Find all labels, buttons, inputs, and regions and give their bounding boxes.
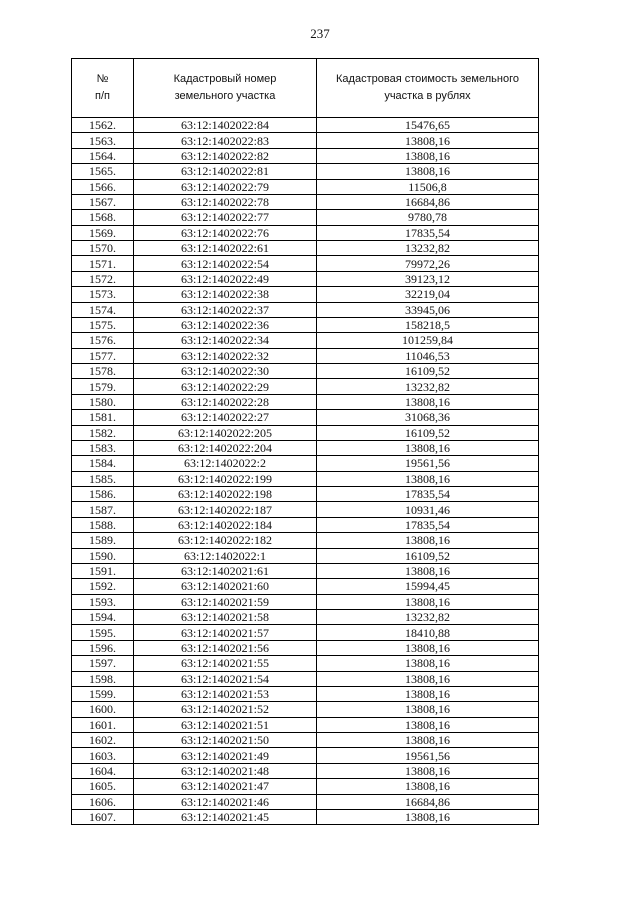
row-number-cell: 1600. bbox=[72, 702, 134, 717]
cadastral-number-cell: 63:12:1402022:36 bbox=[134, 317, 317, 332]
table-row bbox=[72, 656, 539, 671]
row-number-cell: 1587. bbox=[72, 502, 134, 517]
row-number-cell: 1574. bbox=[72, 302, 134, 317]
row-number-cell: 1597. bbox=[72, 656, 134, 671]
row-number-cell: 1564. bbox=[72, 148, 134, 163]
cadastral-number-cell: 63:12:1402022:182 bbox=[134, 533, 317, 548]
row-number-cell: 1598. bbox=[72, 671, 134, 686]
table-row bbox=[72, 640, 539, 655]
cadastral-number-cell: 63:12:1402022:76 bbox=[134, 225, 317, 240]
cadastral-value-cell: 13808,16 bbox=[317, 440, 539, 455]
table-row bbox=[72, 410, 539, 425]
cadastral-number-cell: 63:12:1402022:54 bbox=[134, 256, 317, 271]
cadastral-value-cell: 39123,12 bbox=[317, 271, 539, 286]
cadastral-value-cell: 10931,46 bbox=[317, 502, 539, 517]
table-row bbox=[72, 548, 539, 563]
cadastral-value-cell: 13808,16 bbox=[317, 733, 539, 748]
cadastral-value-cell: 13808,16 bbox=[317, 656, 539, 671]
table-row bbox=[72, 179, 539, 194]
table-row bbox=[72, 471, 539, 486]
cadastral-value-cell: 13808,16 bbox=[317, 148, 539, 163]
header-cadastral-value: Кадастровая стоимость земельного участка в рублях bbox=[317, 59, 539, 118]
row-number-cell: 1591. bbox=[72, 563, 134, 578]
row-number-cell: 1573. bbox=[72, 287, 134, 302]
table-row bbox=[72, 394, 539, 409]
cadastral-number-cell: 63:12:1402022:61 bbox=[134, 241, 317, 256]
cadastral-number-cell: 63:12:1402022:84 bbox=[134, 118, 317, 133]
cadastral-number-cell: 63:12:1402021:60 bbox=[134, 579, 317, 594]
cadastral-value-cell: 33945,06 bbox=[317, 302, 539, 317]
cadastral-value-cell: 16109,52 bbox=[317, 548, 539, 563]
row-number-cell: 1596. bbox=[72, 640, 134, 655]
row-number-cell: 1568. bbox=[72, 210, 134, 225]
cadastral-number-cell: 63:12:1402022:30 bbox=[134, 364, 317, 379]
cadastral-number-cell: 63:12:1402022:32 bbox=[134, 348, 317, 363]
row-number-cell: 1589. bbox=[72, 533, 134, 548]
row-number-cell: 1590. bbox=[72, 548, 134, 563]
row-number-cell: 1594. bbox=[72, 610, 134, 625]
cadastral-number-cell: 63:12:1402021:58 bbox=[134, 610, 317, 625]
cadastral-value-cell: 13808,16 bbox=[317, 471, 539, 486]
cadastral-value-cell: 13808,16 bbox=[317, 779, 539, 794]
row-number-cell: 1580. bbox=[72, 394, 134, 409]
row-number-cell: 1605. bbox=[72, 779, 134, 794]
table-row bbox=[72, 717, 539, 732]
table-row bbox=[72, 779, 539, 794]
cadastral-number-cell: 63:12:1402021:49 bbox=[134, 748, 317, 763]
cadastral-number-cell: 63:12:1402021:61 bbox=[134, 563, 317, 578]
cadastral-number-cell: 63:12:1402021:47 bbox=[134, 779, 317, 794]
cadastral-value-cell: 13808,16 bbox=[317, 671, 539, 686]
cadastral-value-cell: 13808,16 bbox=[317, 563, 539, 578]
cadastral-number-cell: 63:12:1402022:205 bbox=[134, 425, 317, 440]
cadastral-value-cell: 19561,56 bbox=[317, 748, 539, 763]
cadastral-value-cell: 16109,52 bbox=[317, 425, 539, 440]
cadastral-number-cell: 63:12:1402022:1 bbox=[134, 548, 317, 563]
row-number-cell: 1575. bbox=[72, 317, 134, 332]
row-number-cell: 1583. bbox=[72, 440, 134, 455]
table-row bbox=[72, 379, 539, 394]
table-row bbox=[72, 148, 539, 163]
table-row bbox=[72, 748, 539, 763]
cadastral-number-cell: 63:12:1402021:52 bbox=[134, 702, 317, 717]
cadastral-value-cell: 101259,84 bbox=[317, 333, 539, 348]
table-row bbox=[72, 625, 539, 640]
cadastral-number-cell: 63:12:1402021:45 bbox=[134, 809, 317, 824]
row-number-cell: 1607. bbox=[72, 809, 134, 824]
row-number-cell: 1603. bbox=[72, 748, 134, 763]
cadastral-value-cell: 15994,45 bbox=[317, 579, 539, 594]
cadastral-value-cell: 13808,16 bbox=[317, 686, 539, 701]
table-row bbox=[72, 594, 539, 609]
row-number-cell: 1592. bbox=[72, 579, 134, 594]
table-row bbox=[72, 533, 539, 548]
table-row bbox=[72, 733, 539, 748]
cadastral-number-cell: 63:12:1402022:198 bbox=[134, 487, 317, 502]
row-number-cell: 1576. bbox=[72, 333, 134, 348]
header-cadastral-number: Кадастровый номер земельного участка bbox=[134, 59, 317, 118]
table-row bbox=[72, 302, 539, 317]
cadastral-value-cell: 13232,82 bbox=[317, 610, 539, 625]
cadastral-value-cell: 16109,52 bbox=[317, 364, 539, 379]
cadastral-number-cell: 63:12:1402022:204 bbox=[134, 440, 317, 455]
row-number-cell: 1606. bbox=[72, 794, 134, 809]
table-row bbox=[72, 271, 539, 286]
cadastral-number-cell: 63:12:1402022:38 bbox=[134, 287, 317, 302]
table-row bbox=[72, 809, 539, 824]
table-row bbox=[72, 517, 539, 532]
cadastral-number-cell: 63:12:1402022:37 bbox=[134, 302, 317, 317]
table-row bbox=[72, 425, 539, 440]
header-row-number: № п/п bbox=[72, 59, 134, 118]
table-row bbox=[72, 456, 539, 471]
cadastral-value-cell: 13808,16 bbox=[317, 763, 539, 778]
cadastral-number-cell: 63:12:1402021:55 bbox=[134, 656, 317, 671]
cadastral-value-cell: 13808,16 bbox=[317, 164, 539, 179]
cadastral-value-cell: 13808,16 bbox=[317, 133, 539, 148]
page-number: 237 bbox=[310, 26, 330, 41]
table-header-row bbox=[72, 59, 539, 118]
cadastral-number-cell: 63:12:1402021:50 bbox=[134, 733, 317, 748]
table-row bbox=[72, 256, 539, 271]
cadastral-value-cell: 16684,86 bbox=[317, 194, 539, 209]
cadastral-number-cell: 63:12:1402021:56 bbox=[134, 640, 317, 655]
table-row bbox=[72, 225, 539, 240]
table-row bbox=[72, 210, 539, 225]
cadastral-value-cell: 13232,82 bbox=[317, 379, 539, 394]
row-number-cell: 1593. bbox=[72, 594, 134, 609]
row-number-cell: 1601. bbox=[72, 717, 134, 732]
table-row bbox=[72, 502, 539, 517]
cadastral-value-cell: 11506,8 bbox=[317, 179, 539, 194]
cadastral-number-cell: 63:12:1402022:28 bbox=[134, 394, 317, 409]
cadastral-value-cell: 32219,04 bbox=[317, 287, 539, 302]
row-number-cell: 1572. bbox=[72, 271, 134, 286]
cadastral-number-cell: 63:12:1402022:34 bbox=[134, 333, 317, 348]
cadastral-value-table bbox=[71, 58, 539, 825]
cadastral-number-cell: 63:12:1402022:29 bbox=[134, 379, 317, 394]
cadastral-value-cell: 13808,16 bbox=[317, 394, 539, 409]
cadastral-number-cell: 63:12:1402021:53 bbox=[134, 686, 317, 701]
cadastral-number-cell: 63:12:1402022:27 bbox=[134, 410, 317, 425]
row-number-cell: 1565. bbox=[72, 164, 134, 179]
cadastral-value-cell: 13808,16 bbox=[317, 533, 539, 548]
table-row bbox=[72, 348, 539, 363]
cadastral-number-cell: 63:12:1402022:49 bbox=[134, 271, 317, 286]
cadastral-number-cell: 63:12:1402021:48 bbox=[134, 763, 317, 778]
table-body bbox=[72, 118, 539, 825]
row-number-cell: 1604. bbox=[72, 763, 134, 778]
row-number-cell: 1586. bbox=[72, 487, 134, 502]
cadastral-value-cell: 16684,86 bbox=[317, 794, 539, 809]
table-row bbox=[72, 317, 539, 332]
cadastral-number-cell: 63:12:1402022:83 bbox=[134, 133, 317, 148]
cadastral-number-cell: 63:12:1402021:46 bbox=[134, 794, 317, 809]
row-number-cell: 1562. bbox=[72, 118, 134, 133]
cadastral-value-cell: 158218,5 bbox=[317, 317, 539, 332]
table-row bbox=[72, 610, 539, 625]
row-number-cell: 1563. bbox=[72, 133, 134, 148]
cadastral-value-cell: 17835,54 bbox=[317, 225, 539, 240]
cadastral-value-cell: 13808,16 bbox=[317, 809, 539, 824]
row-number-cell: 1569. bbox=[72, 225, 134, 240]
cadastral-number-cell: 63:12:1402022:2 bbox=[134, 456, 317, 471]
table-row bbox=[72, 440, 539, 455]
table-row bbox=[72, 118, 539, 133]
cadastral-number-cell: 63:12:1402021:54 bbox=[134, 671, 317, 686]
cadastral-value-cell: 13232,82 bbox=[317, 241, 539, 256]
cadastral-number-cell: 63:12:1402022:184 bbox=[134, 517, 317, 532]
cadastral-value-cell: 13808,16 bbox=[317, 594, 539, 609]
table-row bbox=[72, 763, 539, 778]
row-number-cell: 1585. bbox=[72, 471, 134, 486]
row-number-cell: 1599. bbox=[72, 686, 134, 701]
cadastral-number-cell: 63:12:1402021:57 bbox=[134, 625, 317, 640]
table-row bbox=[72, 702, 539, 717]
row-number-cell: 1578. bbox=[72, 364, 134, 379]
row-number-cell: 1579. bbox=[72, 379, 134, 394]
row-number-cell: 1588. bbox=[72, 517, 134, 532]
table-row bbox=[72, 563, 539, 578]
row-number-cell: 1571. bbox=[72, 256, 134, 271]
cadastral-number-cell: 63:12:1402022:77 bbox=[134, 210, 317, 225]
table-row bbox=[72, 671, 539, 686]
cadastral-value-cell: 15476,65 bbox=[317, 118, 539, 133]
table-row bbox=[72, 686, 539, 701]
row-number-cell: 1570. bbox=[72, 241, 134, 256]
cadastral-value-cell: 31068,36 bbox=[317, 410, 539, 425]
row-number-cell: 1595. bbox=[72, 625, 134, 640]
cadastral-number-cell: 63:12:1402022:82 bbox=[134, 148, 317, 163]
row-number-cell: 1577. bbox=[72, 348, 134, 363]
table-row bbox=[72, 333, 539, 348]
cadastral-number-cell: 63:12:1402022:199 bbox=[134, 471, 317, 486]
cadastral-value-cell: 19561,56 bbox=[317, 456, 539, 471]
table-row bbox=[72, 287, 539, 302]
cadastral-value-cell: 18410,88 bbox=[317, 625, 539, 640]
cadastral-value-cell: 13808,16 bbox=[317, 640, 539, 655]
cadastral-value-cell: 9780,78 bbox=[317, 210, 539, 225]
row-number-cell: 1582. bbox=[72, 425, 134, 440]
cadastral-value-cell: 13808,16 bbox=[317, 702, 539, 717]
table-row bbox=[72, 794, 539, 809]
cadastral-number-cell: 63:12:1402022:187 bbox=[134, 502, 317, 517]
cadastral-number-cell: 63:12:1402021:51 bbox=[134, 717, 317, 732]
table-row bbox=[72, 579, 539, 594]
cadastral-number-cell: 63:12:1402022:79 bbox=[134, 179, 317, 194]
table-row bbox=[72, 241, 539, 256]
table-row bbox=[72, 133, 539, 148]
table-row bbox=[72, 164, 539, 179]
table-row bbox=[72, 364, 539, 379]
row-number-cell: 1584. bbox=[72, 456, 134, 471]
cadastral-number-cell: 63:12:1402022:78 bbox=[134, 194, 317, 209]
cadastral-value-cell: 11046,53 bbox=[317, 348, 539, 363]
cadastral-value-cell: 13808,16 bbox=[317, 717, 539, 732]
cadastral-value-cell: 17835,54 bbox=[317, 517, 539, 532]
cadastral-value-cell: 17835,54 bbox=[317, 487, 539, 502]
table-row bbox=[72, 194, 539, 209]
row-number-cell: 1602. bbox=[72, 733, 134, 748]
cadastral-value-cell: 79972,26 bbox=[317, 256, 539, 271]
table-row bbox=[72, 487, 539, 502]
row-number-cell: 1567. bbox=[72, 194, 134, 209]
row-number-cell: 1566. bbox=[72, 179, 134, 194]
cadastral-number-cell: 63:12:1402022:81 bbox=[134, 164, 317, 179]
row-number-cell: 1581. bbox=[72, 410, 134, 425]
cadastral-number-cell: 63:12:1402021:59 bbox=[134, 594, 317, 609]
